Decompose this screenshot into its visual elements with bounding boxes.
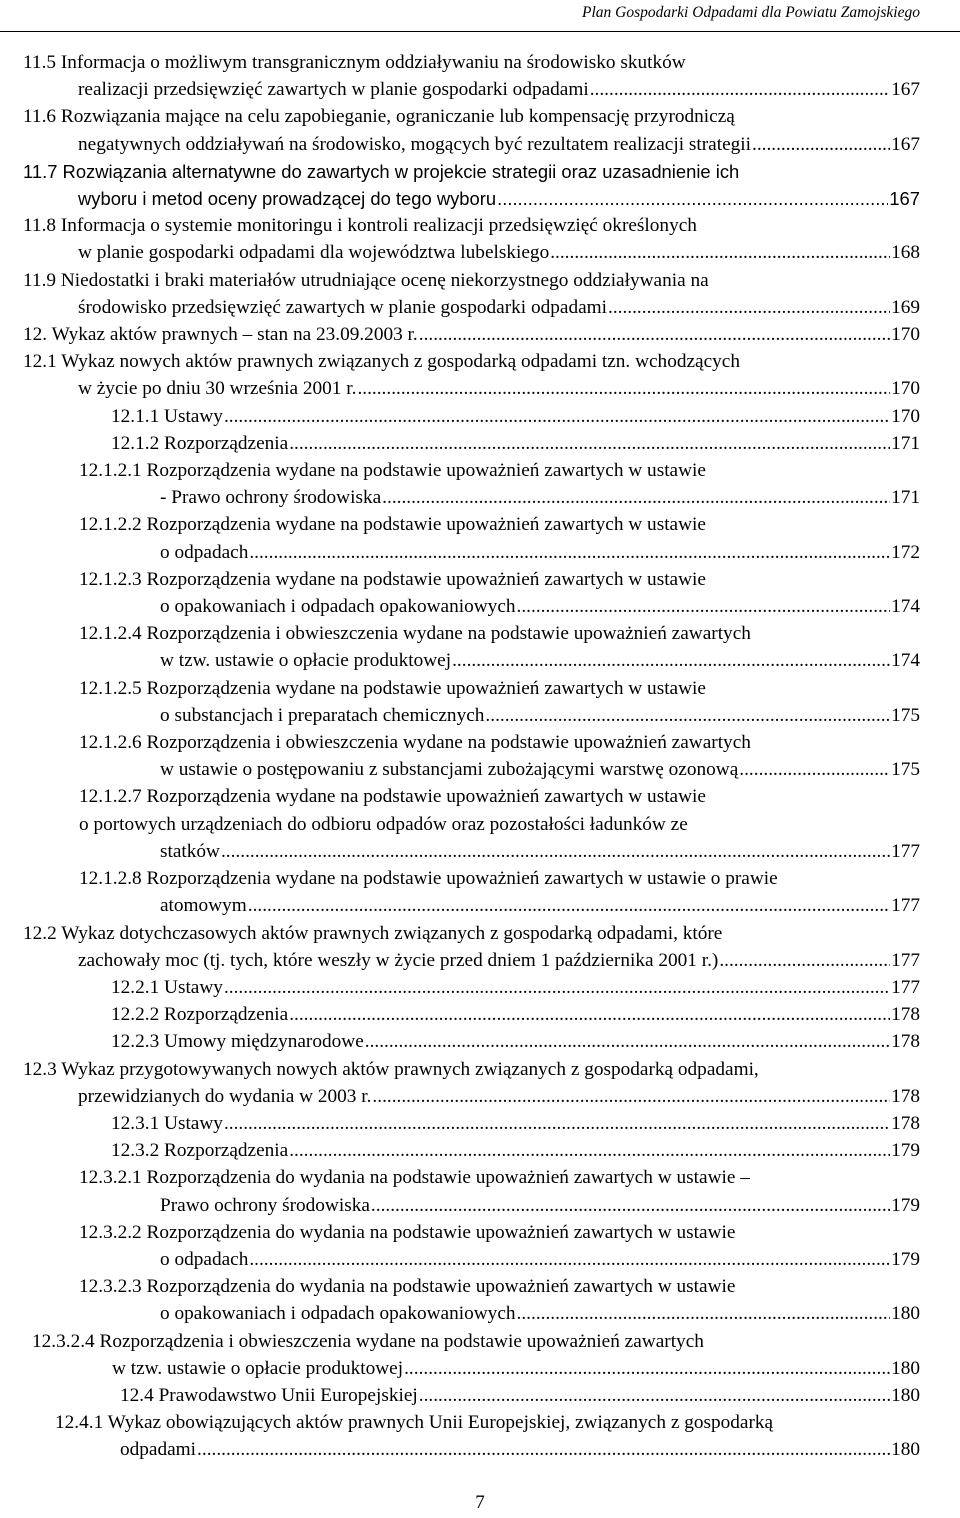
toc-entry-last-line [160,702,920,729]
dot-leader [371,1192,890,1219]
toc-entry-title: 12.3.2.1 Rozporządzenia do wydania na podstawie upoważnień zawartych w ustawie – [79,1167,750,1189]
toc-entry[interactable] [23,158,920,212]
dot-leader [289,430,890,457]
toc-entry[interactable] [55,1001,920,1028]
toc-entry-last-line [78,947,920,974]
toc-entry-last-line [111,403,920,430]
toc-entry-text: o odpadach [160,541,249,563]
toc-entry-last-line [78,239,920,266]
toc-entry-text: o substancjach i preparatach chemicznych [160,704,485,726]
toc-entry[interactable] [23,920,920,974]
dot-leader [497,185,888,212]
dot-leader [419,321,890,348]
toc-entry-text: - Prawo ochrony środowiska [160,487,382,509]
toc-entry-last-line [160,647,920,674]
toc-entry[interactable] [79,865,920,919]
dot-leader [289,1001,890,1028]
toc-entry-last-line [78,76,920,103]
header-title: Plan Gospodarki Odpadami dla Powiatu Zamojskiego [582,4,920,21]
toc-entry-last-line [160,756,920,783]
toc-entry-last-line [78,294,920,321]
toc-entry[interactable] [79,783,920,865]
toc-page-number: 170 [891,378,920,400]
toc-entry-text: w tzw. ustawie o opłacie produktowej [112,1357,404,1379]
toc-page-number: 180 [891,1357,920,1379]
toc-entry-last-line [160,1246,920,1273]
toc-entry[interactable] [55,1382,920,1409]
toc-page-number: 180 [891,1384,920,1406]
toc-page-number: 170 [891,324,920,346]
toc-entry-title: 11.9 Niedostatki i braki materiałów utrudniające ocenę niekorzystnego oddziaływania na [23,269,709,291]
toc-entry-text: 12.1.2 Rozporządzenia [111,432,289,454]
toc-entry[interactable] [32,1328,920,1382]
toc-page-number: 174 [891,650,920,672]
toc-entry-last-line [111,430,920,457]
dot-leader [372,1083,890,1110]
dot-leader [452,647,890,674]
toc-entry-last-line [160,593,920,620]
toc-entry-text: 12.2.1 Ustawy [111,976,223,998]
dot-leader [739,756,890,783]
toc-entry-text: Prawo ochrony środowiska [160,1194,370,1216]
toc-entry[interactable] [79,1219,920,1273]
toc-entry-text: 12.2.3 Umowy międzynarodowe [111,1031,364,1053]
toc-entry[interactable] [55,1409,920,1463]
dot-leader [382,484,890,511]
toc-entry-title: 12.3 Wykaz przygotowywanych nowych aktów prawnych związanych z gospodarką odpadami, [23,1058,759,1080]
dot-leader [404,1355,890,1382]
toc-entry-title: 12.1.2.6 Rozporządzenia i obwieszczenia wydane na podstawie upoważnień zawartych [79,732,751,754]
toc-entry[interactable] [55,403,920,430]
toc-page-number: 175 [891,704,920,726]
toc-page-number: 171 [891,432,920,454]
toc-entry[interactable] [55,1137,920,1164]
toc-entry-text: atomowym [160,895,247,917]
toc-entry[interactable] [55,1028,920,1055]
dot-leader [224,974,890,1001]
toc-entry[interactable] [23,212,920,266]
toc-page-number: 177 [891,840,920,862]
toc-entry-title: 12.1.2.3 Rozporządzenia wydane na podstawie upoważnień zawartych w ustawie [79,568,706,590]
toc-entry[interactable] [79,1273,920,1327]
table-of-contents [0,49,960,1464]
toc-entry-text: 12.1.1 Ustawy [111,405,223,427]
toc-entry[interactable] [23,1056,920,1110]
dot-leader [221,838,890,865]
toc-entry-last-line [111,1001,920,1028]
toc-page-number: 172 [891,541,920,563]
toc-entry-text: 12.4 Prawodawstwo Unii Europejskiej [120,1384,418,1406]
toc-page-number: 179 [891,1248,920,1270]
toc-entry-title: 12.1.2.5 Rozporządzenia wydane na podstawie upoważnień zawartych w ustawie [79,677,706,699]
toc-entry-last-line [112,1355,920,1382]
toc-entry-text: statków [160,840,220,862]
toc-entry-title: o portowych urządzeniach do odbioru odpadów oraz pozostałości ładunków ze [79,813,688,835]
toc-entry[interactable] [55,1110,920,1137]
toc-page-number: 167 [891,79,920,101]
toc-page-number: 178 [891,1031,920,1053]
toc-entry-last-line [23,321,920,348]
toc-entry-text: realizacji przedsięwzięć zawartych w planie gospodarki odpadami [78,79,589,101]
toc-entry-text: o opakowaniach i odpadach opakowaniowych [160,596,516,618]
toc-page-number: 179 [891,1194,920,1216]
toc-entry-text: o opakowaniach i odpadach opakowaniowych [160,1303,516,1325]
toc-entry-text: o odpadach [160,1248,249,1270]
toc-entry-text: 12. Wykaz aktów prawnych – stan na 23.09.2003 r. [23,324,418,346]
toc-page-number: 175 [891,759,920,781]
toc-entry[interactable] [23,49,920,103]
toc-page-number: 167 [889,188,920,210]
dot-leader [485,702,890,729]
toc-page-number: 179 [891,1140,920,1162]
dot-leader [249,1246,890,1273]
toc-entry-title: 11.6 Rozwiązania mające na celu zapobieganie, ograniczanie lub kompensację przyrodniczą [23,106,735,128]
dot-leader [517,593,891,620]
dot-leader [224,403,890,430]
toc-entry-text: środowisko przedsięwzięć zawartych w planie gospodarki odpadami [78,296,607,318]
toc-entry-title: 11.8 Informacja o systemie monitoringu i kontroli realizacji przedsięwzięć określonych [23,215,697,237]
toc-entry-last-line [111,1137,920,1164]
toc-entry-last-line [78,185,920,212]
toc-entry-text: wyboru i metod oceny prowadzącej do tego wyboru [78,188,497,210]
toc-page-number: 169 [891,296,920,318]
toc-page-number: 177 [891,949,920,971]
toc-entry-text: w tzw. ustawie o opłacie produktowej [160,650,452,672]
toc-entry[interactable] [79,511,920,565]
toc-entry-last-line [160,1300,920,1327]
toc-entry-last-line [160,892,920,919]
toc-entry[interactable] [23,321,920,348]
toc-entry-last-line [111,974,920,1001]
dot-leader [550,239,890,266]
dot-leader [248,892,890,919]
toc-entry-title: 12.3.2.2 Rozporządzenia do wydania na podstawie upoważnień zawartych w ustawie [79,1221,736,1243]
toc-entry-last-line [160,484,920,511]
dot-leader [752,131,890,158]
toc-entry-title: 12.2 Wykaz dotychczasowych aktów prawnych związanych z gospodarką odpadami, które [23,922,723,944]
toc-entry[interactable] [79,620,920,674]
toc-page-number: 180 [891,1439,920,1461]
toc-entry[interactable] [79,457,920,511]
toc-entry-text: 12.3.1 Ustawy [111,1112,223,1134]
toc-entry[interactable] [23,103,920,157]
toc-entry-text: w ustawie o postępowaniu z substancjami zubożającymi warstwę ozonową [160,759,739,781]
toc-entry-text: przewidzianych do wydania w 2003 r. [78,1085,372,1107]
toc-entry[interactable] [55,974,920,1001]
toc-page-number: 167 [891,133,920,155]
toc-entry-title: 12.1.2.2 Rozporządzenia wydane na podstawie upoważnień zawartych w ustawie [79,514,706,536]
dot-leader [249,539,890,566]
toc-entry[interactable] [55,430,920,457]
dot-leader [197,1436,890,1463]
toc-entry-title: 11.5 Informacja o możliwym transgranicznym oddziaływaniu na środowisko skutków [23,52,686,73]
toc-entry-title: 12.3.2.3 Rozporządzenia do wydania na podstawie upoważnień zawartych w ustawie [79,1276,736,1298]
toc-entry-last-line [160,539,920,566]
dot-leader [419,1382,890,1409]
dot-leader [224,1110,890,1137]
toc-entry-last-line [111,1028,920,1055]
toc-entry-last-line [78,375,920,402]
toc-page-number: 180 [891,1303,920,1325]
toc-entry-text: 12.2.2 Rozporządzenia [111,1004,289,1026]
toc-entry[interactable] [79,675,920,729]
toc-page-number: 171 [891,487,920,509]
toc-page-number: 178 [891,1085,920,1107]
toc-entry[interactable] [23,267,920,321]
toc-page-number: 174 [891,596,920,618]
toc-entry-title: 12.1.2.7 Rozporządzenia wydane na podstawie upoważnień zawartych w ustawie [79,786,706,808]
toc-page-number: 168 [891,242,920,264]
toc-entry[interactable] [79,1164,920,1218]
dot-leader [517,1300,891,1327]
toc-entry-last-line [160,838,920,865]
toc-entry-title: 12.1.2.1 Rozporządzenia wydane na podstawie upoważnień zawartych w ustawie [79,460,706,482]
toc-entry-title: 12.1 Wykaz nowych aktów prawnych związanych z gospodarką odpadami tzn. wchodzących [23,351,740,373]
toc-page-number: 178 [891,1004,920,1026]
dot-leader [289,1137,890,1164]
toc-entry[interactable] [79,729,920,783]
page-number: 7 [475,1492,485,1513]
toc-entry-title: 11.7 Rozwiązania alternatywne do zawartych w projekcie strategii oraz uzasadnienie ich [23,160,740,182]
toc-entry-title: 12.4.1 Wykaz obowiązujących aktów prawnych Unii Europejskiej, związanych z gospodarką [55,1412,774,1434]
toc-entry-title: 12.1.2.4 Rozporządzenia i obwieszczenia wydane na podstawie upoważnień zawartych [79,623,751,645]
toc-page-number: 177 [891,895,920,917]
toc-entry-last-line [78,1083,920,1110]
toc-entry-last-line [111,1110,920,1137]
toc-entry-last-line [160,1192,920,1219]
toc-entry-text: w planie gospodarki odpadami dla województwa lubelskiego [78,242,550,264]
toc-entry-text: odpadami [120,1439,197,1461]
toc-entry-last-line [120,1436,920,1463]
toc-page-number: 178 [891,1112,920,1134]
toc-page-number: 170 [891,405,920,427]
toc-entry-text: 12.3.2 Rozporządzenia [111,1140,289,1162]
toc-entry-last-line [120,1382,920,1409]
toc-entry-text: negatywnych oddziaływań na środowisko, mogących być rezultatem realizacji strategii [78,133,751,155]
toc-entry[interactable] [79,566,920,620]
toc-entry-title: 12.1.2.8 Rozporządzenia wydane na podstawie upoważnień zawartych w ustawie o prawie [79,868,778,890]
dot-leader [719,947,890,974]
toc-page-number: 177 [891,976,920,998]
dot-leader [608,294,890,321]
toc-entry[interactable] [23,348,920,402]
dot-leader [590,76,890,103]
page-header [0,0,960,32]
toc-entry-text: zachowały moc (tj. tych, które weszły w życie przed dniem 1 października 2001 r.) [78,949,719,971]
toc-entry-text: w życie po dniu 30 września 2001 r. [78,378,357,400]
toc-entry-last-line [78,131,920,158]
toc-entry-title: 12.3.2.4 Rozporządzenia i obwieszczenia wydane na podstawie upoważnień zawartych [32,1330,704,1352]
dot-leader [357,375,890,402]
dot-leader [365,1028,890,1055]
